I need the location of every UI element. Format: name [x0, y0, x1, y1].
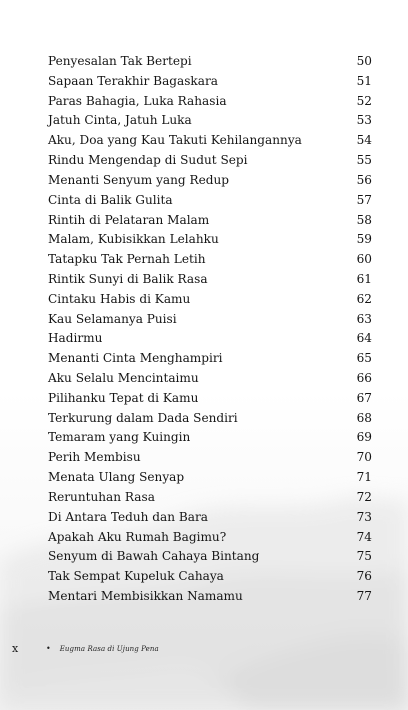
- toc-entry-title: Senyum di Bawah Cahaya Bintang: [48, 549, 260, 564]
- toc-entry[interactable]: [48, 528, 372, 548]
- toc-entry-title: Apakah Aku Rumah Bagimu?: [48, 529, 227, 544]
- toc-entry[interactable]: [48, 171, 372, 191]
- toc-entry[interactable]: [48, 488, 372, 508]
- toc-entry-page: 60: [356, 252, 372, 267]
- toc-entry-title: Perih Membisu: [48, 450, 141, 465]
- toc-entry[interactable]: [48, 270, 372, 290]
- toc-entry-page: 52: [356, 93, 372, 108]
- toc-entry-page: 71: [356, 470, 372, 485]
- toc-entry[interactable]: [48, 250, 372, 270]
- toc-entry-title: Menanti Cinta Menghampiri: [48, 351, 223, 366]
- toc-entry-page: 51: [356, 73, 372, 88]
- toc-entry[interactable]: [48, 72, 372, 92]
- toc-entry-title: Hadirmu: [48, 331, 103, 346]
- page-footer: [12, 642, 159, 655]
- table-of-contents: [48, 52, 372, 607]
- toc-entry-page: 66: [356, 371, 372, 385]
- toc-entry-page: 53: [356, 113, 372, 128]
- toc-entry[interactable]: [48, 211, 372, 231]
- toc-entry-title: Cintaku Habis di Kamu: [48, 291, 191, 306]
- toc-entry-title: Tatapku Tak Pernah Letih: [48, 252, 206, 267]
- toc-entry-page: 65: [356, 351, 372, 366]
- toc-entry-page: 74: [356, 529, 372, 544]
- toc-entry-page: 76: [356, 569, 372, 584]
- toc-entry-page: 77: [356, 588, 372, 603]
- toc-entry[interactable]: [48, 191, 372, 211]
- toc-entry[interactable]: [48, 329, 372, 349]
- toc-entry-page: 54: [356, 133, 372, 148]
- toc-entry-page: 63: [356, 311, 372, 326]
- toc-entry-title: Rindu Mengendap di Sudut Sepi: [48, 153, 248, 168]
- toc-entry[interactable]: [48, 547, 372, 567]
- toc-entry-page: 59: [356, 232, 372, 247]
- toc-entry-title: Mentari Membisikkan Namamu: [48, 588, 243, 603]
- bullet-icon: •: [46, 644, 51, 653]
- toc-entry[interactable]: [48, 468, 372, 488]
- toc-entry-title: Temaram yang Kuingin: [48, 430, 191, 445]
- toc-entry[interactable]: [48, 428, 372, 448]
- toc-entry-page: 72: [356, 489, 372, 504]
- toc-entry-title: Menata Ulang Senyap: [48, 470, 185, 485]
- toc-entry[interactable]: [48, 448, 372, 468]
- toc-entry-title: Tak Sempat Kupeluk Cahaya: [48, 569, 224, 584]
- toc-entry-title: Paras Bahagia, Luka Rahasia: [48, 93, 227, 108]
- toc-entry-title: Sapaan Terakhir Bagaskara: [48, 73, 218, 88]
- toc-entry[interactable]: [48, 587, 372, 607]
- toc-entry-title: Terkurung dalam Dada Sendiri: [48, 410, 238, 425]
- toc-entry-page: 62: [356, 291, 372, 306]
- toc-entry-title: Rintik Sunyi di Balik Rasa: [48, 271, 208, 286]
- toc-entry[interactable]: [48, 151, 372, 171]
- toc-entry-page: 70: [356, 450, 372, 465]
- toc-entry-page: 67: [356, 390, 372, 405]
- toc-entry[interactable]: [48, 290, 372, 310]
- toc-entry[interactable]: [48, 111, 372, 131]
- toc-entry[interactable]: [48, 310, 372, 330]
- toc-entry-title: Penyesalan Tak Bertepi: [48, 54, 192, 68]
- toc-entry-page: 75: [356, 549, 372, 564]
- toc-entry-title: Cinta di Balik Gulita: [48, 192, 173, 207]
- toc-entry-page: 58: [356, 212, 372, 227]
- running-book-title: Eugma Rasa di Ujung Pena: [59, 644, 159, 653]
- toc-entry-title: Reruntuhan Rasa: [48, 489, 155, 504]
- toc-entry-title: Di Antara Teduh dan Bara: [48, 509, 208, 524]
- toc-entry-page: 64: [356, 331, 372, 346]
- toc-entry[interactable]: [48, 52, 372, 72]
- toc-entry[interactable]: [48, 567, 372, 587]
- toc-entry-page: 56: [356, 172, 372, 187]
- toc-entry[interactable]: [48, 369, 372, 389]
- toc-entry-page: 57: [356, 192, 372, 207]
- toc-entry-page: 69: [356, 430, 372, 445]
- toc-entry-title: Pilihanku Tepat di Kamu: [48, 390, 199, 405]
- toc-entry-title: Aku Selalu Mencintaimu: [48, 371, 199, 385]
- toc-entry-page: 55: [356, 153, 372, 168]
- toc-entry[interactable]: [48, 92, 372, 112]
- toc-entry-title: Aku, Doa yang Kau Takuti Kehilangannya: [48, 133, 302, 148]
- toc-entry[interactable]: [48, 131, 372, 151]
- toc-entry-title: Malam, Kubisikkan Lelahku: [48, 232, 219, 247]
- toc-entry-title: Menanti Senyum yang Redup: [48, 172, 230, 187]
- toc-entry-page: 61: [356, 271, 372, 286]
- toc-entry-page: 50: [356, 54, 372, 68]
- toc-entry-title: Rintih di Pelataran Malam: [48, 212, 210, 227]
- toc-entry[interactable]: [48, 389, 372, 409]
- page-number: x: [12, 642, 19, 655]
- toc-entry[interactable]: [48, 409, 372, 429]
- toc-entry[interactable]: [48, 508, 372, 528]
- toc-entry-title: Jatuh Cinta, Jatuh Luka: [48, 113, 192, 128]
- toc-entry[interactable]: [48, 349, 372, 369]
- toc-entry-title: Kau Selamanya Puisi: [48, 311, 177, 326]
- toc-entry[interactable]: [48, 230, 372, 250]
- toc-entry-page: 73: [356, 509, 372, 524]
- toc-entry-page: 68: [356, 410, 372, 425]
